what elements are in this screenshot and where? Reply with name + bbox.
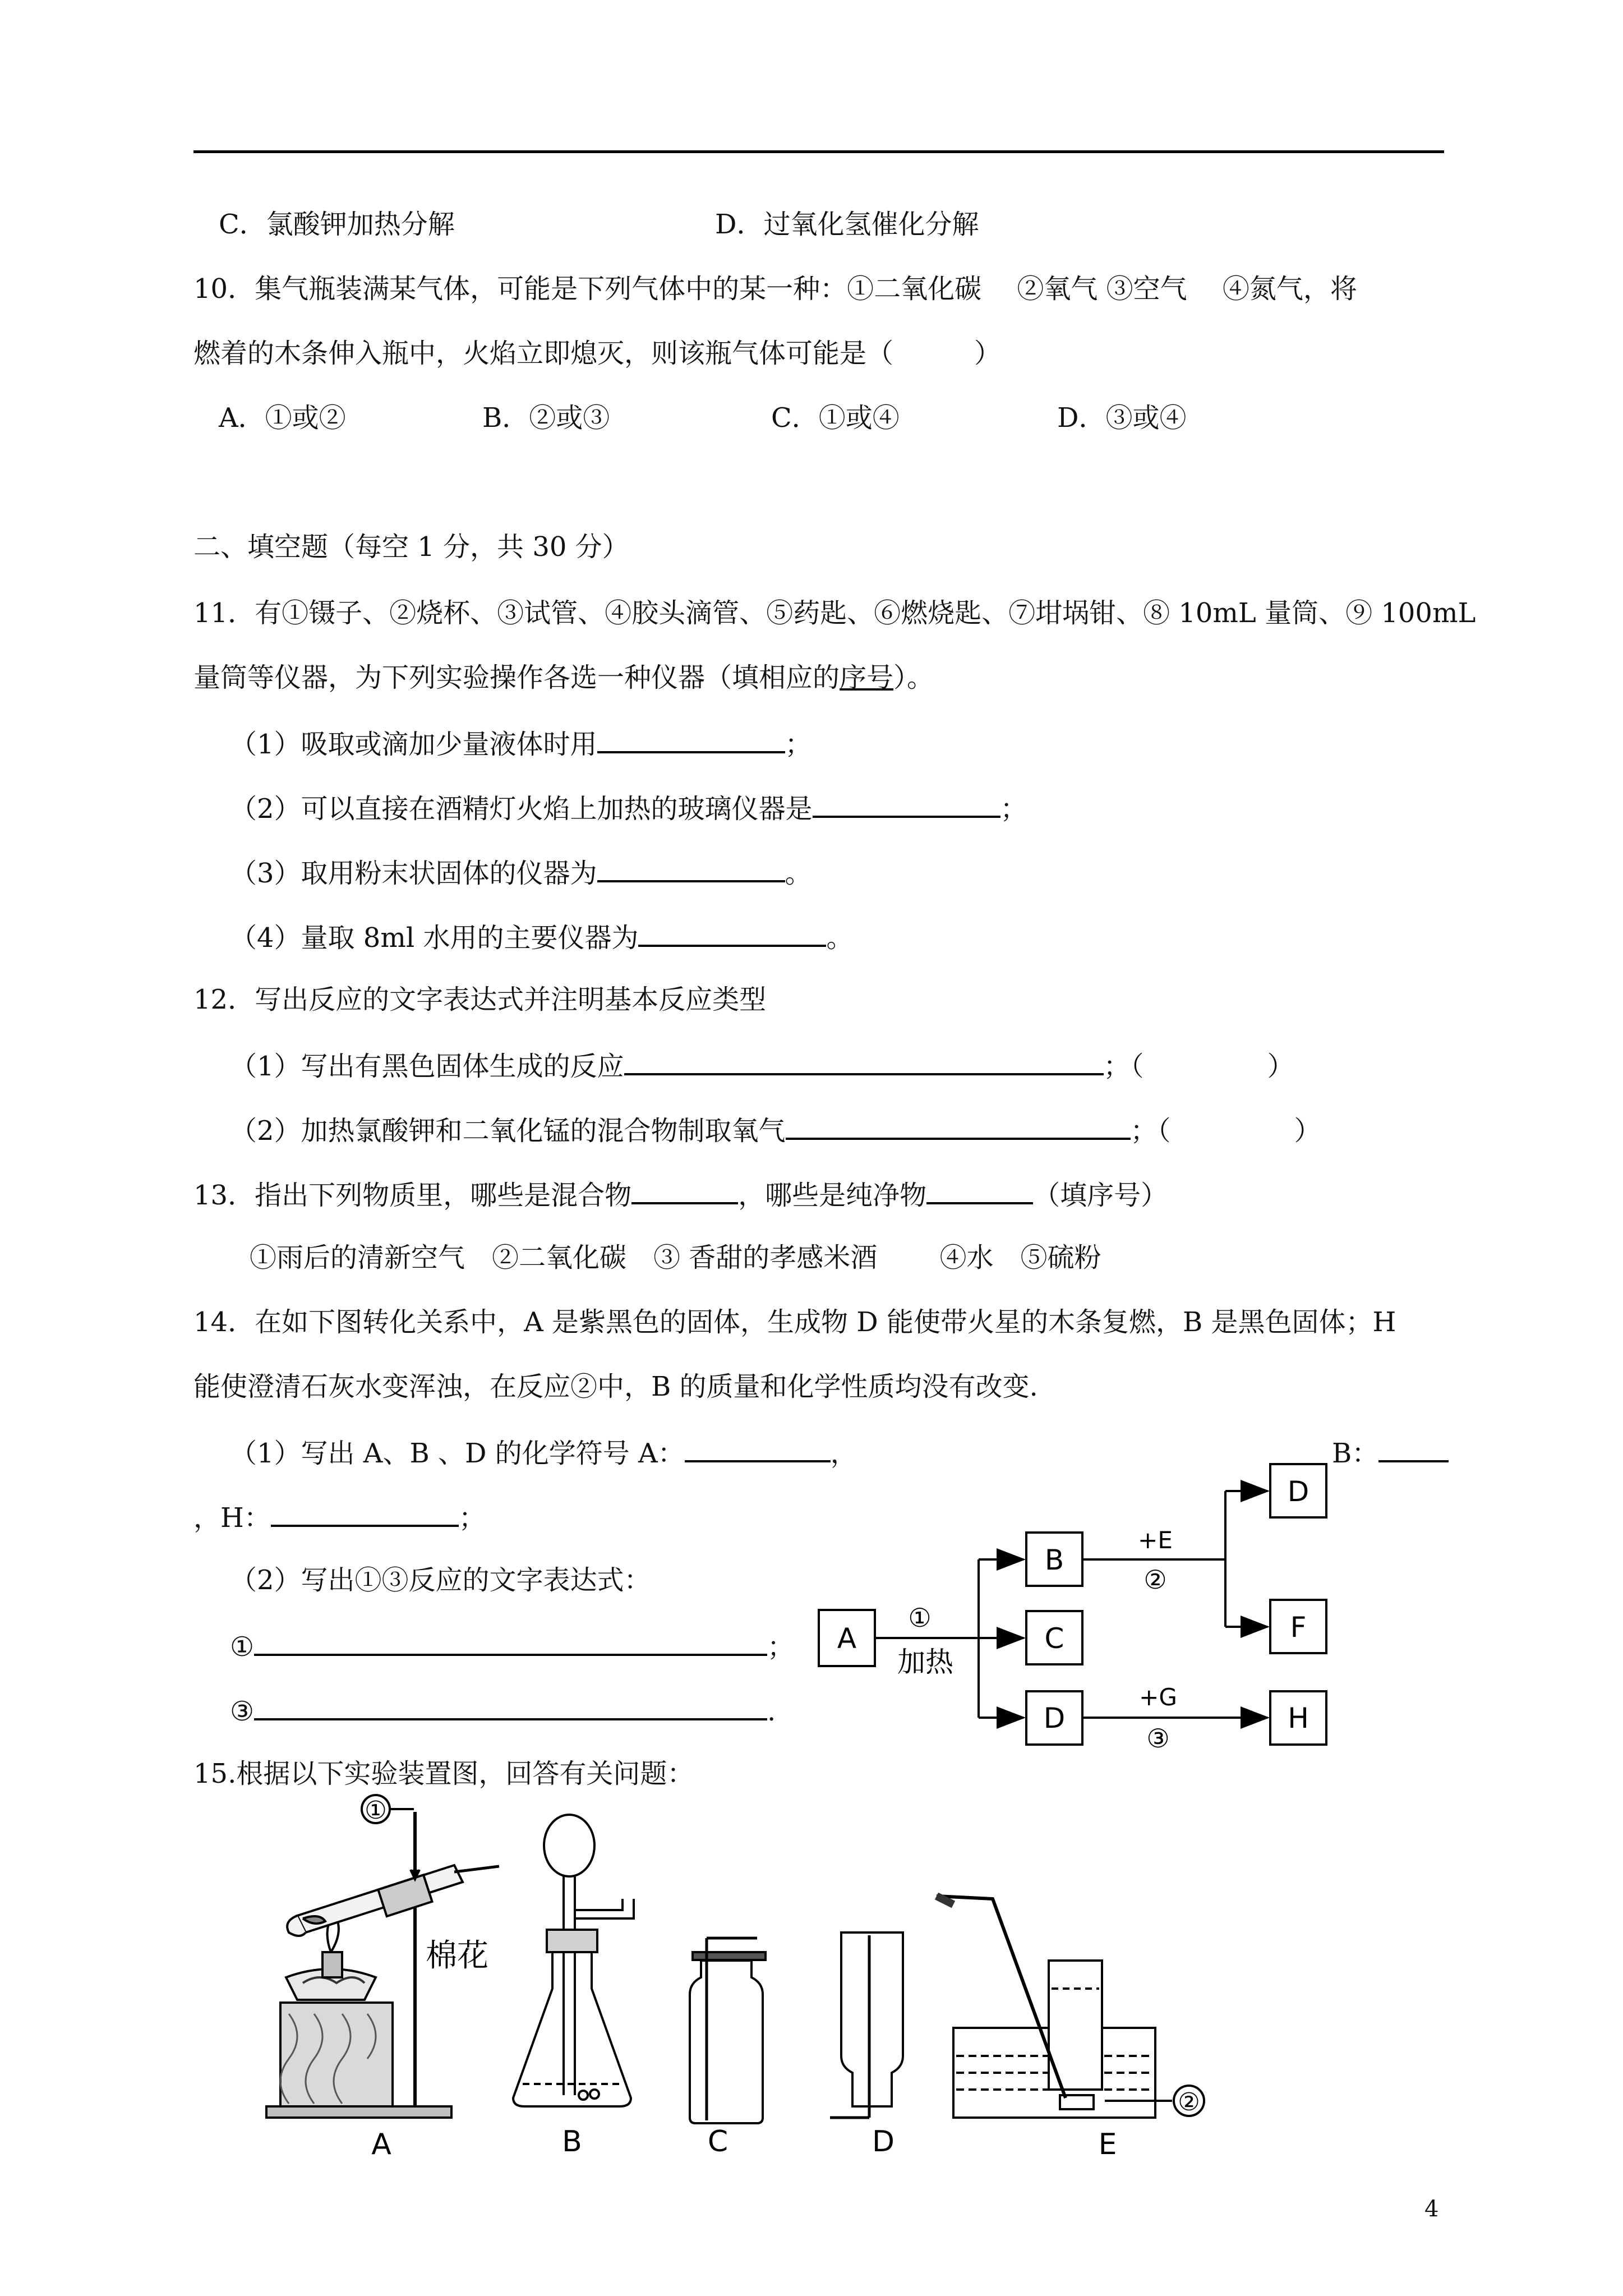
q14-r3-end: . — [767, 1696, 776, 1727]
clamp — [378, 1875, 432, 1916]
gas-jar — [690, 1961, 763, 2123]
node-f-label: F — [1290, 1611, 1307, 1644]
q13-stem-a: 13．指出下列物质里，哪些是混合物 — [193, 1180, 632, 1211]
q10-option-b: B．②或③ — [482, 402, 610, 434]
q10-option-d: D．③或④ — [1057, 402, 1187, 434]
funnel-bulb — [544, 1815, 594, 1876]
q14-reaction-1 — [230, 1628, 794, 1664]
q14-stem-line2: 能使澄清石灰水变浑浊，在反应②中，B 的质量和化学性质均没有改变. — [193, 1371, 1038, 1402]
q11-stem-underlined: 序号 — [840, 662, 894, 693]
step2-label: ② — [1144, 1565, 1167, 1595]
q12-item-2-text: （2）加热氯酸钾和二氧化锰的混合物制取氧气 — [230, 1115, 786, 1147]
q12-item-1-close: ） — [1267, 1051, 1294, 1082]
page-number: 4 — [1424, 2196, 1439, 2222]
q14-part1-e: ； — [458, 1502, 486, 1534]
apparatus-d — [830, 1932, 903, 2118]
q11-item-2 — [230, 790, 1027, 826]
q11-item-2-text: （2）可以直接在酒精灯火焰上加热的玻璃仪器是 — [230, 793, 813, 825]
answer-blank[interactable] — [638, 919, 826, 947]
plus-e-label: +E — [1138, 1526, 1173, 1554]
q11-item-1-end: ； — [785, 729, 812, 760]
q10-option-c: C．①或④ — [771, 402, 900, 434]
callout-1: ① — [365, 1796, 387, 1825]
answer-blank[interactable] — [1378, 1434, 1449, 1462]
answer-blank[interactable] — [926, 1176, 1033, 1204]
q12-item-2 — [230, 1112, 1321, 1148]
q14-part1 — [230, 1434, 857, 1470]
side-tube — [575, 1899, 634, 1918]
q14-part1-b: ， — [830, 1438, 857, 1469]
step3-label: ③ — [1146, 1723, 1170, 1754]
node-h-label: H — [1288, 1702, 1309, 1734]
apparatus-label-c: C — [707, 2125, 728, 2157]
q12-item-2-close: ） — [1294, 1115, 1321, 1147]
answer-blank[interactable] — [597, 854, 785, 882]
q13-stem-b: ，哪些是纯净物 — [738, 1180, 927, 1211]
q14-r3-label: ③ — [230, 1696, 255, 1727]
q15-stem: 15.根据以下实验装置图，回答有关问题： — [193, 1758, 694, 1789]
apparatus-label-a: A — [371, 2128, 391, 2157]
q11-item-3-end: 。 — [785, 858, 812, 889]
wood-block — [280, 2003, 393, 2106]
q14-part2: （2）写出①③反应的文字表达式： — [230, 1565, 651, 1596]
q12-item-2-end: ；（ — [1130, 1115, 1171, 1147]
q10-stem-line1: 10．集气瓶装满某气体，可能是下列气体中的某一种：①二氧化碳 ②氧气 ③空气 ④氮气，将 — [193, 273, 1357, 305]
answer-blank[interactable] — [254, 1628, 767, 1656]
q11-item-1-text: （1）吸取或滴加少量液体时用 — [230, 729, 597, 760]
apparatus-label-b: B — [562, 2125, 582, 2157]
q14-part1-c: B： — [1332, 1438, 1379, 1469]
answer-blank[interactable] — [786, 1112, 1131, 1140]
q13-stem-c: （填序号） — [1033, 1180, 1168, 1211]
inverted-jar — [841, 1932, 903, 2106]
stand-base — [266, 2106, 451, 2118]
q14-r1-end: ； — [767, 1631, 795, 1663]
answer-blank[interactable] — [271, 1499, 459, 1527]
q11-item-4-end: 。 — [826, 922, 854, 954]
node-d-label: D — [1043, 1702, 1066, 1734]
q12-item-1 — [230, 1047, 1294, 1083]
apparatus-e — [937, 1896, 1204, 2118]
node-d-top-label: D — [1287, 1475, 1310, 1508]
q12-item-1-end: ；（ — [1103, 1051, 1144, 1082]
q9-option-c: C．氯酸钾加热分解 — [219, 209, 455, 240]
delivery-tube-e — [937, 1896, 1066, 2098]
apparatus-label-e: E — [1098, 2128, 1117, 2157]
q14-part1-h — [193, 1499, 486, 1535]
q11-stem-line2 — [193, 661, 934, 694]
q13-list: ①雨后的清新空气 ②二氧化碳 ③ 香甜的孝感米酒 ④水 ⑤硫粉 — [250, 1242, 1101, 1273]
q9-option-d: D．过氧化氢催化分解 — [715, 209, 979, 240]
section-heading: 二、填空题（每空 1 分，共 30 分） — [193, 531, 629, 563]
q12-stem: 12．写出反应的文字表达式并注明基本反应类型 — [193, 984, 767, 1015]
q11-stem-line1: 11．有①镊子、②烧杯、③试管、④胶头滴管、⑤药匙、⑥燃烧匙、⑦坩埚钳、⑧ 10mL 量筒、⑨ 100mL — [193, 597, 1476, 629]
q14-reaction-3 — [230, 1692, 776, 1728]
apparatus-figure — [264, 1792, 1284, 2157]
answer-blank[interactable] — [624, 1047, 1104, 1075]
q13-stem — [193, 1176, 1168, 1212]
answer-blank[interactable] — [813, 790, 1000, 818]
q10-option-a: A．①或② — [219, 402, 346, 434]
step1-label: ① — [908, 1603, 932, 1633]
q12-item-1-text: （1）写出有黑色固体生成的反应 — [230, 1051, 624, 1082]
stopper — [547, 1930, 597, 1952]
delivery-tube — [454, 1866, 499, 1872]
heat-label: 加热 — [897, 1646, 953, 1678]
apparatus-c — [690, 1938, 766, 2123]
answer-blank[interactable] — [631, 1176, 738, 1204]
q14-part1-a: （1）写出 A、B 、D 的化学符号 A： — [230, 1438, 685, 1469]
q11-item-3-text: （3）取用粉末状固体的仪器为 — [230, 858, 597, 889]
apparatus-label-d: D — [872, 2125, 895, 2157]
q14-part1-d: ，H： — [193, 1502, 271, 1534]
cotton-label: 棉花 — [426, 1938, 488, 1974]
q11-item-4 — [230, 919, 853, 955]
apparatus-b — [513, 1815, 634, 2106]
q10-stem-line2: 燃着的木条伸入瓶中，火焰立即熄灭，则该瓶气体可能是（ ） — [193, 338, 1002, 369]
answer-blank[interactable] — [254, 1692, 767, 1720]
node-b-label: B — [1044, 1544, 1064, 1576]
q11-stem-end: ）。 — [893, 662, 934, 693]
q11-stem-text: 量筒等仪器，为下列实验操作各选一种仪器（填相应的 — [193, 662, 840, 693]
callout-2: ② — [1178, 2088, 1200, 2116]
q14-r1-label: ① — [230, 1631, 255, 1663]
node-c-label: C — [1044, 1622, 1064, 1655]
plus-g-label: +G — [1139, 1683, 1177, 1711]
node-a-label: A — [837, 1622, 857, 1655]
header-rule — [193, 150, 1444, 153]
q11-item-3 — [230, 854, 812, 890]
answer-blank[interactable] — [597, 725, 785, 753]
q11-item-4-text: （4）量取 8ml 水用的主要仪器为 — [230, 922, 639, 954]
q14-stem-line1: 14．在如下图转化关系中，A 是紫黑色的固体，生成物 D 能使带火星的木条复燃，B 是黑色固体；H — [193, 1306, 1396, 1338]
q11-item-1 — [230, 725, 812, 761]
reaction-flow-diagram — [808, 1442, 1357, 1756]
q11-item-2-end: ； — [1000, 793, 1027, 825]
